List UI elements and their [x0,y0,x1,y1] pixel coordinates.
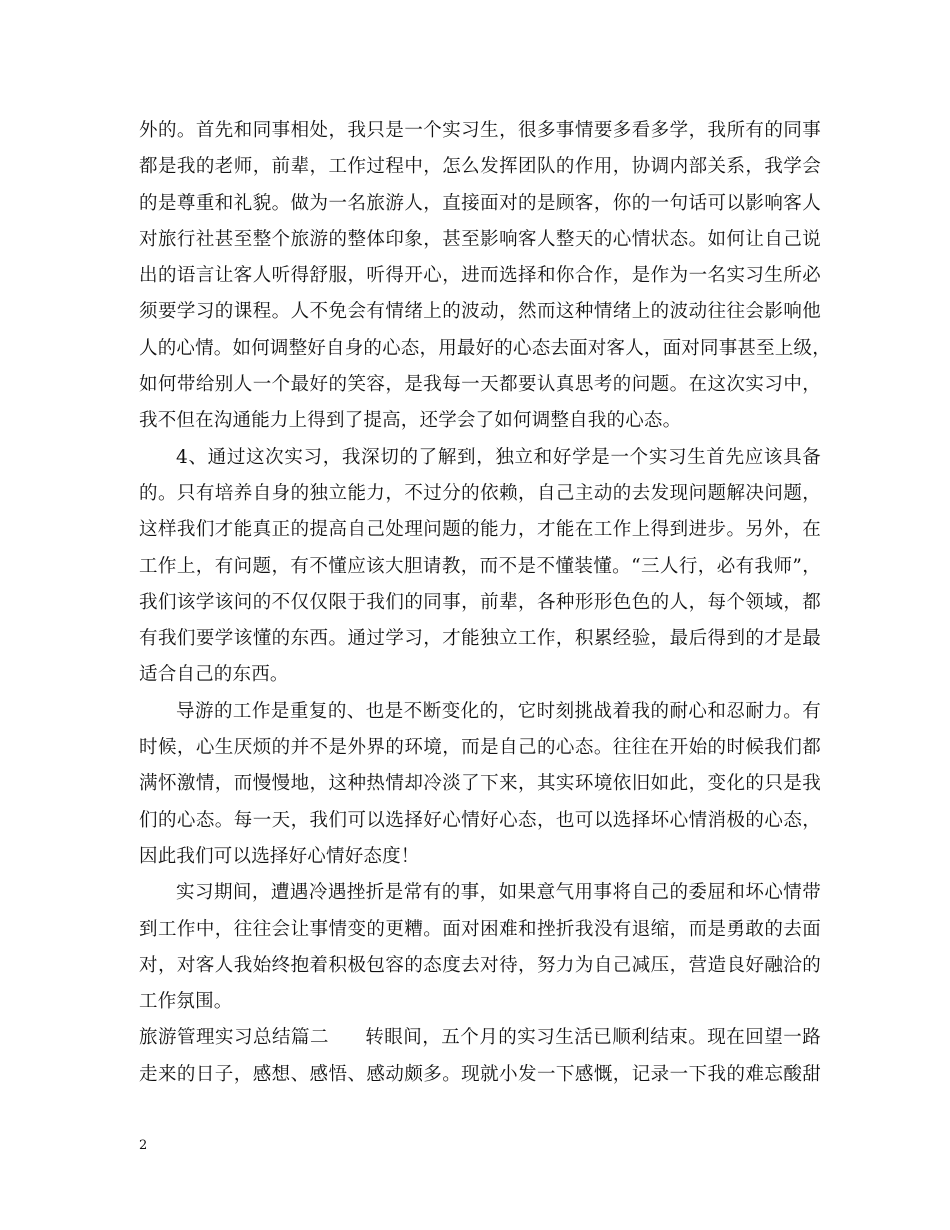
text-line: 4、通过这次实习，我深切的了解到，独立和好学是一个实习生首先应该具备 [176,446,821,468]
text-line: 导游的工作是重复的、也是不断变化的，它时刻挑战着我的耐心和忍耐力。有 [176,700,821,722]
text-line: 如何带给别人一个最好的笑容，是我每一天都要认真思考的问题。在这次实习中， [139,374,821,396]
page-number: 2 [139,1138,148,1153]
text-line: 人的心情。如何调整好自身的心态，用最好的心态去面对客人，面对同事甚至上级， [139,337,831,359]
section-second-line: 走来的日子，感想、感悟、感动颇多。现就小发一下感慨，记录一下我的难忘酸甜 [139,1063,821,1085]
text-line: 外的。首先和同事相处，我只是一个实习生，很多事情要多看多学，我所有的同事 [139,120,821,141]
text-line: 对旅行社甚至整个旅游的整体印象，甚至影响客人整天的心情状态。如何让自己说 [139,228,821,250]
text-line: 时候，心生厌烦的并不是外界的环境，而是自己的心态。往往在开始的时候我们都 [139,737,821,759]
section-heading: 旅游管理实习总结篇二 [139,1027,329,1049]
text-line: 们的心态。每一天，我们可以选择好心情好心态，也可以选择坏心情消极的心态， [139,809,821,831]
text-line: 到工作中，往往会让事情变的更糟。面对困难和挫折我没有退缩，而是勇敢的去面 [139,918,821,940]
text-line: 都是我的老师，前辈，工作过程中，怎么发挥团队的作用，协调内部关系，我学会 [139,156,821,178]
text-line: 我不但在沟通能力上得到了提高，还学会了如何调整自我的心态。 [139,410,682,432]
text-line: 因此我们可以选择好心情好态度！ [139,845,420,867]
section-heading-line [139,1020,821,1056]
text-line: 工作上，有问题，有不懂应该大胆请教，而不是不懂装懂。“三人行，必有我师”， [139,555,821,577]
text-line: 有我们要学该懂的东西。通过学习，才能独立工作，积累经验，最后得到的才是最 [139,628,821,650]
text-line: 适合自己的东西。 [139,664,289,686]
section-first-line-rest: 转眼间，五个月的实习生活已顺利结束。现在回望一路 [365,1027,821,1049]
text-line: 工作氛围。 [139,991,233,1013]
text-line: 满怀激情，而慢慢地，这种热情却冷淡了下来，其实环境依旧如此，变化的只是我 [139,773,821,795]
body-text [139,113,831,1093]
text-line: 的是尊重和礼貌。做为一名旅游人，直接面对的是顾客，你的一句话可以影响客人 [139,192,821,214]
text-line: 须要学习的课程。人不免会有情绪上的波动，然而这种情绪上的波动往往会影响他 [139,301,821,323]
text-line: 我们该学该问的不仅仅限于我们的同事，前辈，各种形形色色的人，每个领域，都 [139,591,821,613]
text-line: 的。只有培养自身的独立能力，不过分的依赖，自己主动的去发现问题解决问题， [139,482,821,504]
text-line: 实习期间，遭遇冷遇挫折是常有的事，如果意气用事将自己的委屈和坏心情带 [176,882,821,904]
text-line: 出的语言让客人听得舒服，听得开心，进而选择和你合作，是作为一名实习生所必 [139,265,821,287]
text-line: 这样我们才能真正的提高自己处理问题的能力，才能在工作上得到进步。另外，在 [139,519,821,541]
text-line: 对，对客人我始终抱着积极包容的态度去对待，努力为自己减压，营造良好融洽的 [139,954,821,976]
